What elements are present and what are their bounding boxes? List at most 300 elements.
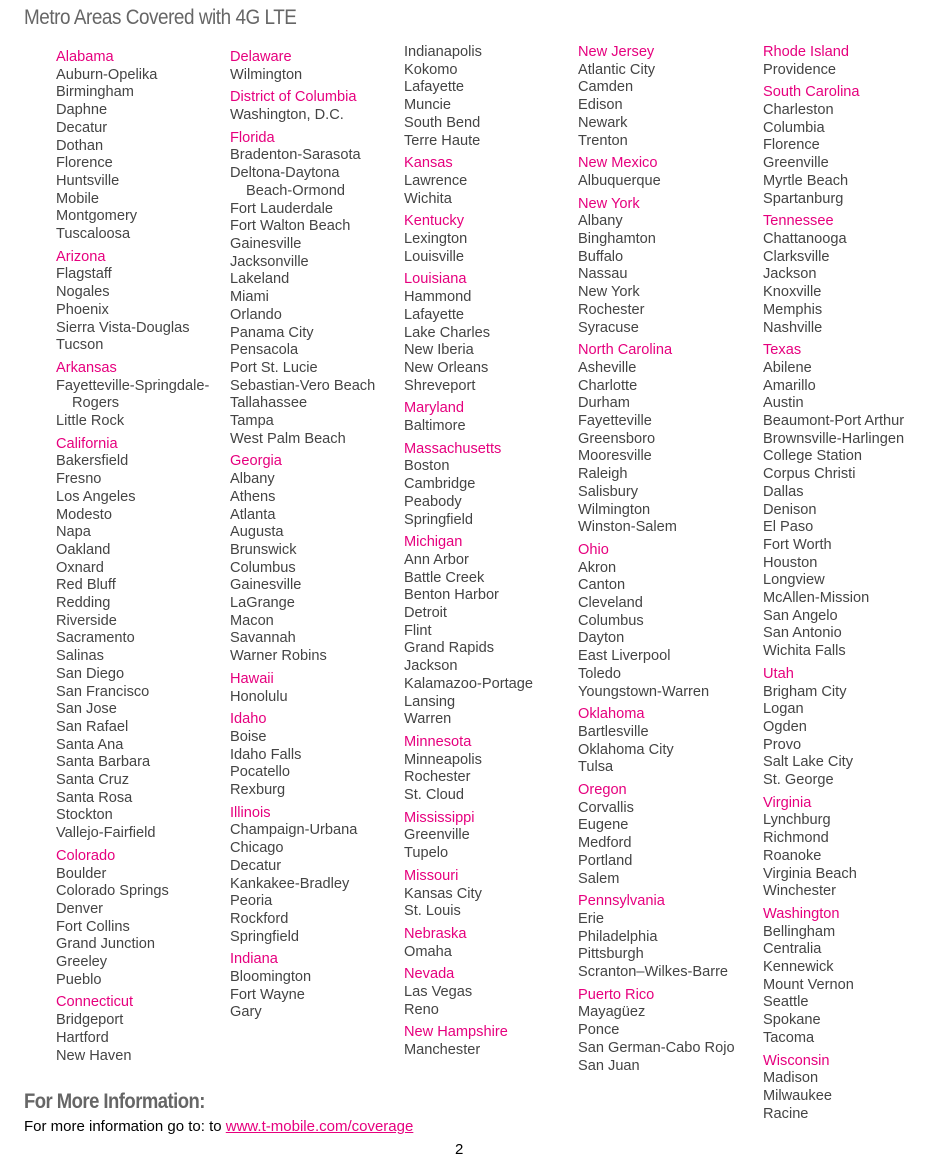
city-item: Little Rock xyxy=(56,413,125,430)
column-2 xyxy=(230,49,410,1022)
state-section xyxy=(763,337,927,661)
state-heading: Ohio xyxy=(578,541,609,558)
city-item: Salisbury xyxy=(578,483,639,500)
city-item: Brunswick xyxy=(230,541,297,558)
city-item: Hartford xyxy=(56,1029,109,1046)
state-heading: Colorado xyxy=(56,847,116,864)
city-item: Grand Rapids xyxy=(404,640,495,657)
city-item: Lynchburg xyxy=(763,812,831,829)
city-item: Dothan xyxy=(56,137,104,154)
city-item: South Bend xyxy=(404,114,481,131)
city-item: Winston-Salem xyxy=(578,519,677,536)
city-item: Warner Robins xyxy=(230,648,327,665)
city-item: Milwaukee xyxy=(763,1087,832,1104)
city-item: Port St. Lucie xyxy=(230,359,318,376)
city-item: Detroit xyxy=(404,605,447,621)
city-item: Rochester xyxy=(578,301,645,318)
city-item: Daphne xyxy=(56,102,108,119)
city-item: Santa Rosa xyxy=(56,789,133,806)
city-item: Louisville xyxy=(404,248,465,265)
state-section xyxy=(56,843,236,990)
city-item: Terre Haute xyxy=(404,132,481,149)
city-item: Washington, D.C. xyxy=(230,107,344,124)
city-item: Gainesville xyxy=(230,577,302,594)
city-item: Racine xyxy=(763,1105,809,1122)
city-item: Peabody xyxy=(404,493,462,510)
state-section xyxy=(230,49,410,84)
city-item: Bartlesville xyxy=(578,723,649,740)
city-item: Las Vegas xyxy=(404,983,473,1000)
state-heading: Texas xyxy=(763,342,802,359)
state-heading: New Jersey xyxy=(578,44,655,60)
state-heading: Puerto Rico xyxy=(578,986,655,1003)
city-item: Modesto xyxy=(56,506,112,523)
city-item: Bradenton-Sarasota xyxy=(230,147,361,164)
city-item: San Jose xyxy=(56,701,117,718)
city-item: San Francisco xyxy=(56,683,150,700)
city-item: Minneapolis xyxy=(404,751,482,768)
city-item: Orlando xyxy=(230,306,282,323)
city-item: Shreveport xyxy=(404,377,476,394)
more-info-text: For more information go to: to xyxy=(24,1118,226,1135)
state-heading: North Carolina xyxy=(578,342,673,359)
city-item: Fort Wayne xyxy=(230,986,305,1003)
city-item: Honolulu xyxy=(230,688,288,705)
city-item: Amarillo xyxy=(763,377,816,394)
city-item: Provo xyxy=(763,736,802,753)
city-item: Ponce xyxy=(578,1022,620,1039)
state-heading: Kansas xyxy=(404,155,453,172)
state-section xyxy=(56,355,236,431)
state-heading: Mississippi xyxy=(404,809,475,826)
city-item: Jacksonville xyxy=(230,253,309,270)
state-section xyxy=(230,84,410,124)
city-item: McAllen-Mission xyxy=(763,590,870,607)
city-item: Fort Worth xyxy=(763,536,832,553)
city-item: Lake Charles xyxy=(404,324,490,341)
city-item: Cleveland xyxy=(578,595,643,612)
state-heading: Nebraska xyxy=(404,925,467,942)
state-section xyxy=(56,431,236,843)
state-section xyxy=(763,208,927,337)
city-item: Trenton xyxy=(578,132,628,149)
state-section xyxy=(404,150,584,208)
city-item: Providence xyxy=(763,61,837,78)
state-heading: Missouri xyxy=(404,867,459,884)
city-item: Nogales xyxy=(56,284,110,301)
state-heading: California xyxy=(56,435,118,452)
state-section xyxy=(578,888,758,982)
city-item: Albany xyxy=(230,471,275,488)
state-heading: Idaho xyxy=(230,711,267,728)
city-item: Pueblo xyxy=(56,971,102,988)
city-item: Bloomington xyxy=(230,969,312,986)
state-heading: Connecticut xyxy=(56,994,134,1011)
state-section xyxy=(404,729,584,805)
city-item: Boston xyxy=(404,458,450,475)
city-item: Battle Creek xyxy=(404,569,485,586)
city-item: Greensboro xyxy=(578,430,656,447)
state-heading: Illinois xyxy=(230,804,271,821)
city-item: Kalamazoo-Portage xyxy=(404,675,533,692)
more-info-heading: For More Information: xyxy=(24,1090,205,1113)
city-item: Panama City xyxy=(230,324,314,341)
city-item: Albuquerque xyxy=(578,172,661,189)
state-heading: Minnesota xyxy=(404,733,472,750)
state-section xyxy=(763,661,927,790)
city-item: Hammond xyxy=(404,289,472,306)
state-section xyxy=(404,266,584,395)
city-item: College Station xyxy=(763,448,862,465)
city-item: Stockton xyxy=(56,807,113,824)
city-item: Miami xyxy=(230,289,269,306)
city-item: Cambridge xyxy=(404,476,476,493)
city-item: Colorado Springs xyxy=(56,883,169,900)
city-item: San German-Cabo Rojo xyxy=(578,1039,735,1056)
city-item: Augusta xyxy=(230,524,284,541)
state-heading: Pennsylvania xyxy=(578,893,665,910)
state-heading: Wisconsin xyxy=(763,1052,830,1069)
city-item: Chattanooga xyxy=(763,230,847,247)
city-item: Bridgeport xyxy=(56,1012,124,1029)
city-item: Oakland xyxy=(56,541,111,558)
state-section xyxy=(763,1048,927,1124)
state-heading: District of Columbia xyxy=(230,89,357,106)
state-section xyxy=(763,79,927,208)
city-item: Albany xyxy=(578,213,623,230)
city-item: Ogden xyxy=(763,718,807,735)
city-item: Ann Arbor xyxy=(404,551,469,568)
city-item: El Paso xyxy=(763,519,814,536)
state-section xyxy=(763,901,927,1048)
city-item: Decatur xyxy=(230,857,282,874)
page-number: 2 xyxy=(455,1141,464,1158)
state-heading: Alabama xyxy=(56,49,114,65)
city-item: Akron xyxy=(578,559,617,576)
state-heading: Maryland xyxy=(404,400,465,417)
city-item: Phoenix xyxy=(56,301,109,318)
city-item: Florence xyxy=(763,137,820,154)
city-item: St. Louis xyxy=(404,903,461,920)
state-heading: Arizona xyxy=(56,248,106,265)
city-item: Chicago xyxy=(230,840,284,857)
city-item: Gary xyxy=(230,1004,262,1021)
state-heading: Oregon xyxy=(578,782,627,799)
state-section xyxy=(578,337,758,537)
column-3 xyxy=(404,44,584,1060)
state-heading: New Mexico xyxy=(578,155,658,172)
city-item: Sierra Vista-Douglas xyxy=(56,319,190,336)
city-item: Los Angeles xyxy=(56,488,136,505)
city-item: Sacramento xyxy=(56,630,135,647)
city-item: Savannah xyxy=(230,630,296,647)
state-heading: Rhode Island xyxy=(763,44,850,60)
city-item: Birmingham xyxy=(56,84,134,101)
city-item: Lafayette xyxy=(404,306,465,323)
state-section xyxy=(763,790,927,901)
state-section xyxy=(404,961,584,1019)
city-item: St. Cloud xyxy=(404,787,465,804)
city-item: Syracuse xyxy=(578,319,639,336)
state-section xyxy=(230,946,410,1022)
city-item: Charlotte xyxy=(578,377,638,394)
city-item: New Iberia xyxy=(404,342,474,359)
state-section xyxy=(230,666,410,706)
city-item: Idaho Falls xyxy=(230,746,302,763)
state-heading: Indiana xyxy=(230,951,278,968)
city-item: New York xyxy=(578,284,640,301)
city-item: Boulder xyxy=(56,865,107,882)
city-item: Tampa xyxy=(230,413,274,430)
state-heading: Arkansas xyxy=(56,359,117,376)
city-item: Lakeland xyxy=(230,271,290,288)
city-item: Champaign-Urbana xyxy=(230,822,358,839)
city-item: Salt Lake City xyxy=(763,754,854,771)
city-item: Kansas City xyxy=(404,885,482,902)
city-item: Denver xyxy=(56,900,104,917)
state-heading: Nevada xyxy=(404,966,455,983)
state-section xyxy=(404,44,584,150)
city-item: Greeley xyxy=(56,954,108,971)
city-item: Wichita Falls xyxy=(763,643,846,660)
state-heading: New York xyxy=(578,195,640,212)
coverage-link[interactable]: www.t-mobile.com/coverage xyxy=(225,1118,414,1135)
state-section xyxy=(578,777,758,888)
city-item: Bakersfield xyxy=(56,453,129,470)
city-item: Corpus Christi xyxy=(763,466,856,483)
city-item: Tallahassee xyxy=(230,395,308,412)
city-item: Fayetteville-Springdale-Rogers xyxy=(56,377,210,412)
city-item: Santa Ana xyxy=(56,736,124,753)
state-section xyxy=(230,125,410,449)
city-item: Santa Cruz xyxy=(56,772,130,789)
city-item: Huntsville xyxy=(56,172,120,189)
city-item: Peoria xyxy=(230,893,273,910)
state-section xyxy=(404,208,584,266)
city-item: Oklahoma City xyxy=(578,741,674,758)
state-section xyxy=(230,706,410,800)
city-item: Toledo xyxy=(578,665,622,682)
city-item: Rochester xyxy=(404,769,471,786)
city-item: Myrtle Beach xyxy=(763,172,849,189)
city-item: Pittsburgh xyxy=(578,946,644,963)
state-section xyxy=(56,989,236,1065)
city-item: Nassau xyxy=(578,266,628,283)
city-item: Roanoke xyxy=(763,847,822,864)
city-item: Santa Barbara xyxy=(56,754,151,771)
state-heading: Hawaii xyxy=(230,670,274,687)
city-item: Macon xyxy=(230,612,274,629)
city-item: Fort Collins xyxy=(56,918,130,935)
city-item: Gainesville xyxy=(230,235,302,252)
city-item: Montgomery xyxy=(56,208,138,225)
city-item: Redding xyxy=(56,595,111,612)
city-item: Lansing xyxy=(404,693,456,710)
state-heading: Oklahoma xyxy=(578,706,645,723)
city-item: Charleston xyxy=(763,102,834,119)
city-item: Wilmington xyxy=(230,66,303,83)
column-1 xyxy=(56,49,236,1065)
city-item: Benton Harbor xyxy=(404,587,499,604)
state-section xyxy=(56,49,236,244)
city-item: Dallas xyxy=(763,483,804,500)
city-item: Mooresville xyxy=(578,448,652,465)
city-item: Erie xyxy=(578,910,604,927)
more-info-line xyxy=(24,1118,413,1135)
city-item: Spartanburg xyxy=(763,190,844,207)
city-item: Madison xyxy=(763,1070,819,1087)
city-item: Tucson xyxy=(56,337,104,354)
state-section xyxy=(763,44,927,79)
city-item: Lawrence xyxy=(404,172,468,189)
city-item: Columbia xyxy=(763,119,825,136)
city-item: New Haven xyxy=(56,1047,132,1064)
city-item: Deltona-Daytona Beach-Ormond xyxy=(230,165,345,199)
city-item: Seattle xyxy=(763,994,809,1011)
city-item: Boise xyxy=(230,728,267,745)
city-item: Tulsa xyxy=(578,759,614,776)
state-section xyxy=(404,395,584,435)
city-item: Houston xyxy=(763,554,818,571)
city-item: Springfield xyxy=(230,928,299,945)
city-item: Manchester xyxy=(404,1042,481,1059)
city-item: Mobile xyxy=(56,190,99,207)
city-item: Abilene xyxy=(763,359,812,376)
city-item: Logan xyxy=(763,701,804,718)
city-item: LaGrange xyxy=(230,595,295,612)
city-item: Indianapolis xyxy=(404,44,482,60)
city-item: St. George xyxy=(763,772,834,789)
city-item: Columbus xyxy=(230,559,296,576)
city-item: Salinas xyxy=(56,648,104,665)
state-section xyxy=(230,800,410,947)
city-item: San Diego xyxy=(56,665,125,682)
city-item: Binghamton xyxy=(578,230,656,247)
city-item: Knoxville xyxy=(763,284,822,301)
city-item: Tacoma xyxy=(763,1029,815,1046)
state-section xyxy=(578,537,758,701)
city-item: Riverside xyxy=(56,612,117,629)
city-item: Pocatello xyxy=(230,764,291,781)
page-title: Metro Areas Covered with 4G LTE xyxy=(24,6,297,29)
city-item: Greenville xyxy=(404,827,470,844)
city-item: Nashville xyxy=(763,319,823,336)
city-item: Kokomo xyxy=(404,61,458,78)
city-item: Fort Lauderdale xyxy=(230,200,334,217)
city-item: Denison xyxy=(763,501,817,518)
city-item: New Orleans xyxy=(404,359,489,376)
city-item: Lexington xyxy=(404,231,468,247)
city-item: Newark xyxy=(578,114,628,131)
city-item: Muncie xyxy=(404,97,452,114)
column-5 xyxy=(763,44,927,1123)
city-item: Longview xyxy=(763,572,825,589)
city-item: Atlanta xyxy=(230,506,276,523)
city-item: Wichita xyxy=(404,190,452,207)
city-item: Edison xyxy=(578,97,623,114)
city-item: San Antonio xyxy=(763,625,842,642)
city-item: Beaumont-Port Arthur xyxy=(763,413,905,429)
state-section xyxy=(404,1019,584,1059)
city-item: Baltimore xyxy=(404,418,466,434)
city-item: Kennewick xyxy=(763,959,834,976)
state-heading: Kentucky xyxy=(404,213,465,230)
state-section xyxy=(578,701,758,777)
city-item: Fort Walton Beach xyxy=(230,218,351,235)
state-section xyxy=(230,448,410,665)
state-heading: Washington xyxy=(763,905,840,922)
city-item: Decatur xyxy=(56,119,108,136)
city-item: Oxnard xyxy=(56,559,104,576)
state-section xyxy=(578,44,758,150)
city-item: Auburn-Opelika xyxy=(56,66,158,83)
city-item: Philadelphia xyxy=(578,928,658,945)
city-item: Rexburg xyxy=(230,782,286,799)
city-item: San Angelo xyxy=(763,607,838,624)
city-item: Springfield xyxy=(404,511,473,528)
city-item: Flint xyxy=(404,622,432,639)
city-item: Buffalo xyxy=(578,248,624,265)
city-item: Memphis xyxy=(763,301,823,318)
state-heading: Georgia xyxy=(230,453,282,470)
state-section xyxy=(404,863,584,921)
state-heading: Louisiana xyxy=(404,271,467,288)
city-item: Jackson xyxy=(763,266,817,283)
city-item: Vallejo-Fairfield xyxy=(56,825,156,842)
city-item: Florence xyxy=(56,155,113,172)
state-heading: Virginia xyxy=(763,794,812,811)
state-section xyxy=(578,150,758,190)
city-item: East Liverpool xyxy=(578,648,671,665)
state-heading: Delaware xyxy=(230,49,292,65)
city-item: Durham xyxy=(578,395,630,412)
city-item: Spokane xyxy=(763,1012,821,1029)
city-item: Fayetteville xyxy=(578,413,652,429)
city-item: Kankakee-Bradley xyxy=(230,875,350,892)
state-heading: Tennessee xyxy=(763,213,834,230)
state-section xyxy=(56,244,236,355)
city-item: Napa xyxy=(56,524,91,541)
city-item: San Rafael xyxy=(56,718,129,735)
state-section xyxy=(404,436,584,530)
city-item: Eugene xyxy=(578,817,629,834)
city-item: West Palm Beach xyxy=(230,430,346,447)
city-item: Omaha xyxy=(404,943,452,960)
city-item: Canton xyxy=(578,577,626,594)
city-item: Tuscaloosa xyxy=(56,226,131,243)
city-item: Red Bluff xyxy=(56,577,116,594)
state-heading: Massachusetts xyxy=(404,440,502,457)
city-item: Virginia Beach xyxy=(763,865,857,882)
city-item: Tupelo xyxy=(404,845,449,862)
city-item: Salem xyxy=(578,870,620,887)
city-item: Winchester xyxy=(763,883,836,900)
city-item: Flagstaff xyxy=(56,266,112,283)
city-item: Athens xyxy=(230,488,276,505)
city-item: Dayton xyxy=(578,630,625,647)
city-item: San Juan xyxy=(578,1057,640,1074)
state-section xyxy=(578,191,758,338)
state-heading: Utah xyxy=(763,665,794,682)
city-item: Brownsville-Harlingen xyxy=(763,430,905,447)
city-item: Bellingham xyxy=(763,923,836,940)
city-item: Fresno xyxy=(56,471,102,488)
city-item: Jackson xyxy=(404,658,458,675)
state-heading: New Hampshire xyxy=(404,1024,508,1041)
state-heading: Florida xyxy=(230,129,275,146)
city-item: Corvallis xyxy=(578,799,634,816)
city-item: Greenville xyxy=(763,155,829,172)
